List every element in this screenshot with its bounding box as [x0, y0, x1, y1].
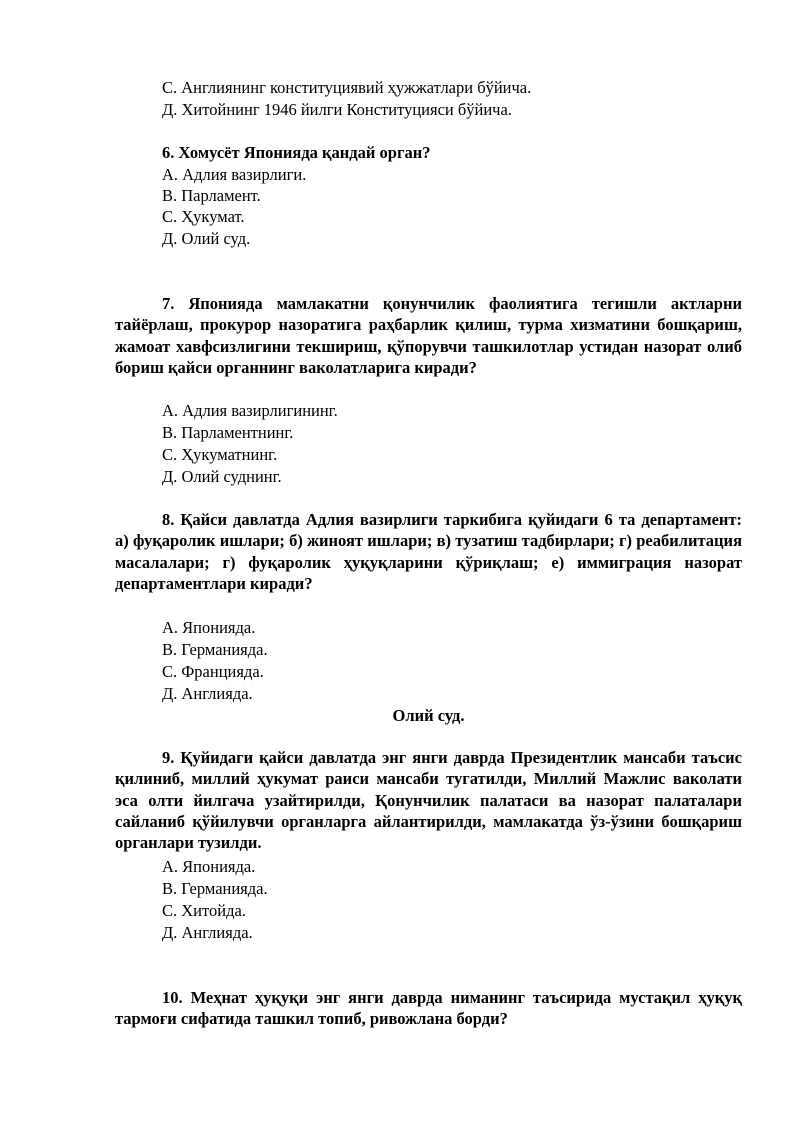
q7-option-c: C. Ҳукуматнинг. — [162, 445, 278, 464]
q8-option-c: C. Францияда. — [162, 662, 264, 681]
question-6: 6. Хомусёт Японияда қандай орган? — [162, 143, 431, 162]
q6-option-d: Д. Олий суд. — [162, 229, 251, 248]
q8-option-b: B. Германияда. — [162, 640, 268, 659]
question-8: 8. Қайси давлатда Адлия вазирлиги таркибига қуйидаги 6 та департамент: а) фуқаролик ишлари; б) жиноят ишлари; в) тузатиш тадбирлари; г) реабилитация масалалари; г) фуқаролик ҳуқуқларини қўриқлаш; е) иммиграция назорат департаментлари киради? — [115, 510, 742, 593]
q8-option-d: Д. Англияда. — [162, 684, 253, 703]
q7-option-b: B. Парламентнинг. — [162, 423, 294, 442]
q9-option-a: A. Японияда. — [162, 857, 256, 876]
question-9: 9. Қуйидаги қайси давлатда энг янги даврда Президентлик мансаби таъсис қилиниб, миллий ҳукумат раиси мансаби тугатилди, Миллий Мажлис ваколати эса олти йилгача узайтирилди, Қонунчилик палатаси ва назорат палаталари сайланиб қўйилувчи органларга айлантирилди, мамлакатда ўз-ўзини бошқариш органлари тузилди. — [115, 748, 742, 853]
prev-option-c: C. Англиянинг конституциявий ҳужжатлари бўйича. — [162, 78, 532, 97]
q8-option-a: A. Японияда. — [162, 618, 256, 637]
answer-note: Олий суд. — [392, 706, 465, 725]
q6-option-a: A. Адлия вазирлиги. — [162, 165, 307, 184]
q7-option-d: Д. Олий суднинг. — [162, 467, 282, 486]
prev-option-d: Д. Хитойнинг 1946 йилги Конституцияси бўйича. — [162, 100, 512, 119]
q7-option-a: A. Адлия вазирлигининг. — [162, 401, 338, 420]
q9-option-b: B. Германияда. — [162, 879, 268, 898]
question-10: 10. Меҳнат ҳуқуқи энг янги даврда ниманинг таъсирида мустақил ҳуқуқ тармоғи сифатида ташкил топиб, ривожлана борди? — [115, 988, 742, 1029]
q9-option-c: C. Хитойда. — [162, 901, 246, 920]
q6-option-b: B. Парламент. — [162, 186, 261, 205]
question-7: 7. Японияда мамлакатни қонунчилик фаолиятига тегишли актларни тайёрлаш, прокурор назоратига раҳбарлик қилиш, турма хизматини бошқариш, жамоат хавфсизлигини текшириш, қўпорувчи ташкилотлар устидан назорат олиб бориш қайси органнинг ваколатларига киради? — [115, 294, 742, 377]
q6-option-c: C. Ҳукумат. — [162, 207, 245, 226]
q9-option-d: Д. Англияда. — [162, 923, 253, 942]
